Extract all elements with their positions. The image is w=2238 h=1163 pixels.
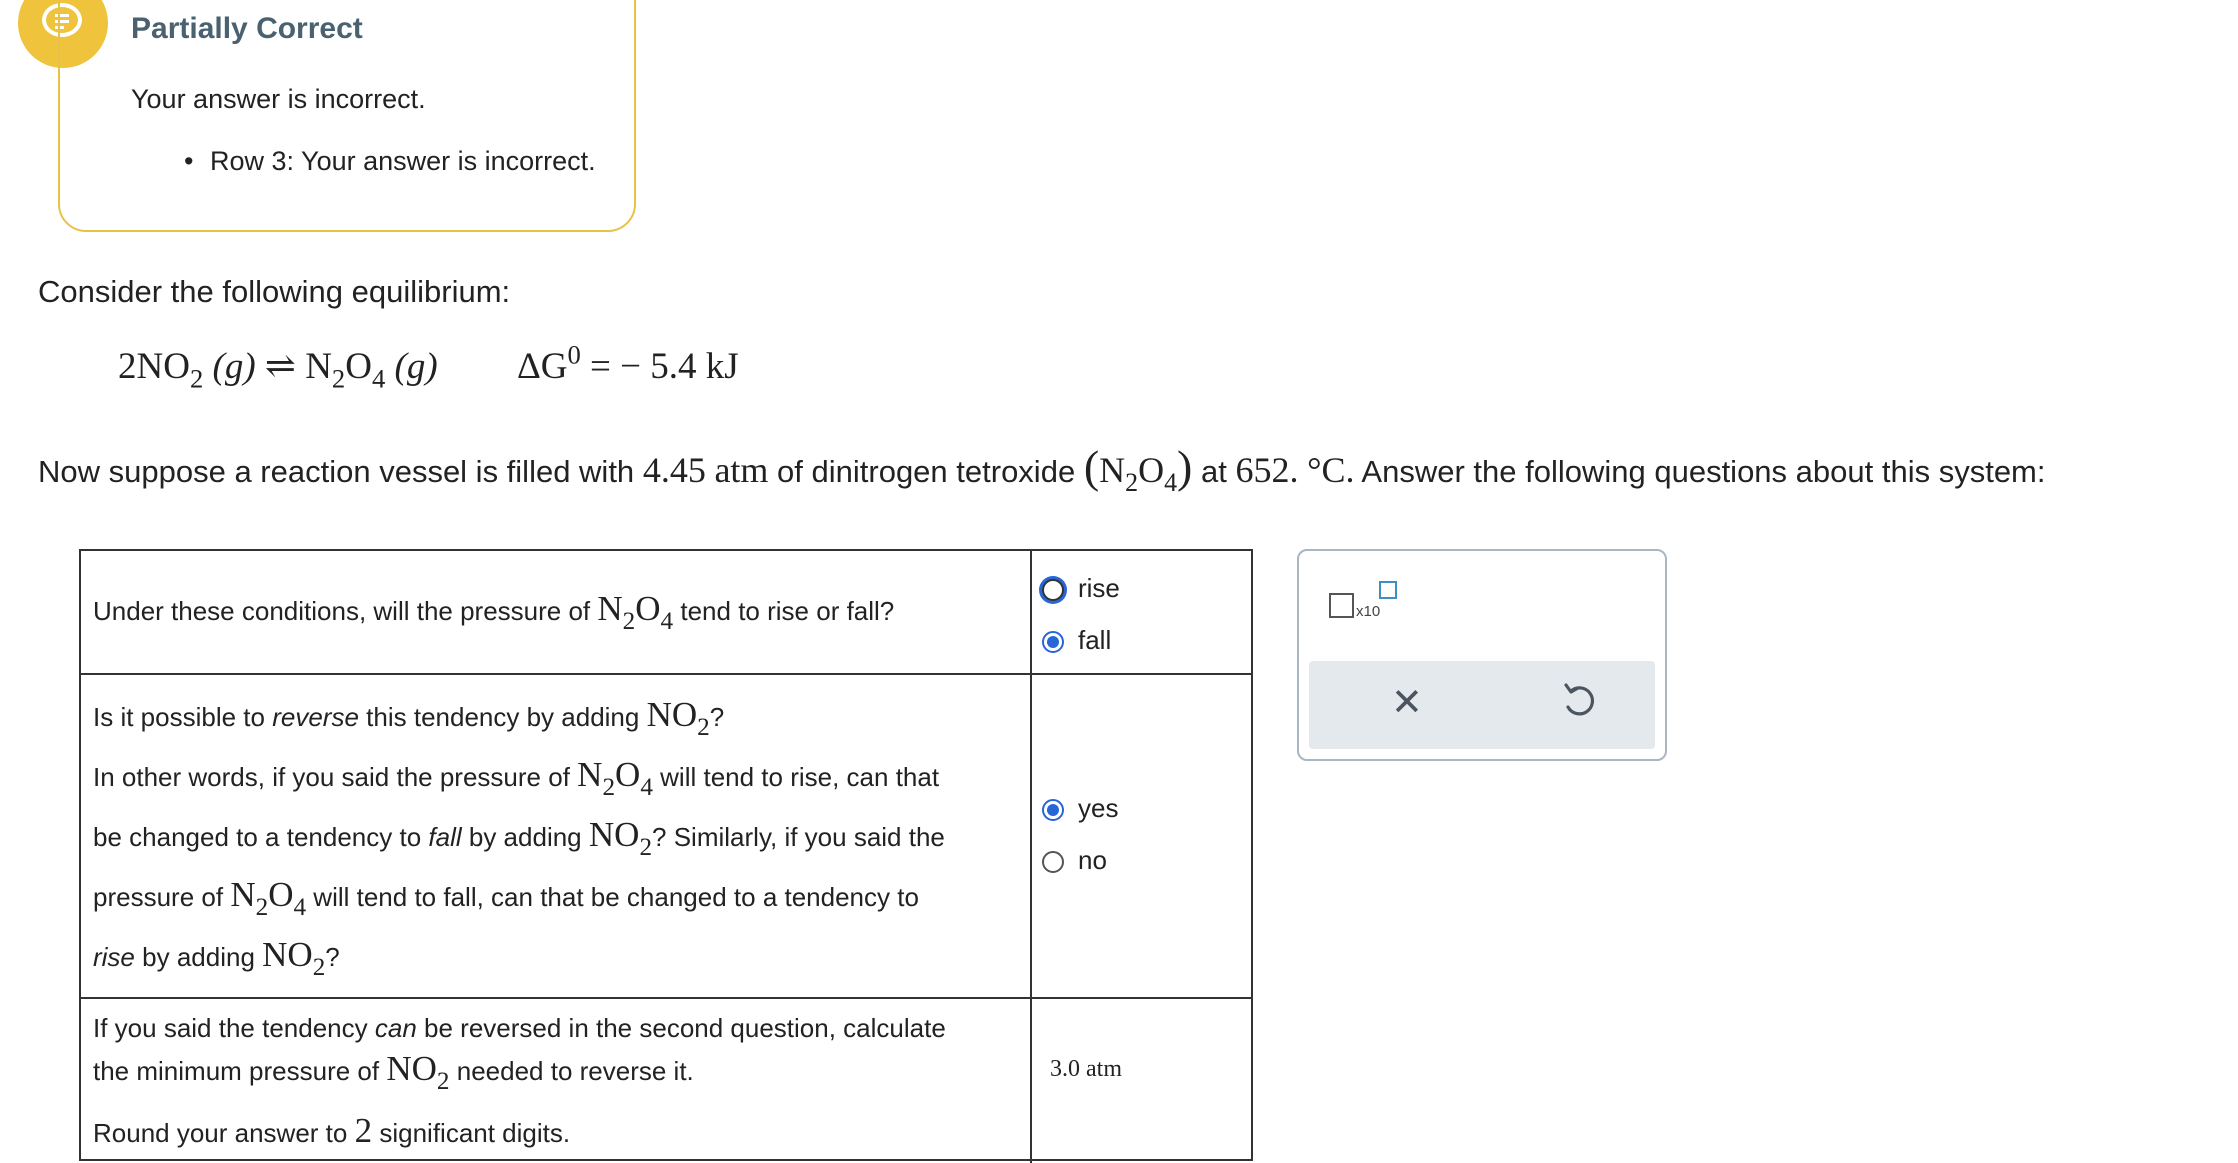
question-setup: Now suppose a reaction vessel is filled with 4.45 atm of dinitrogen tetroxide $(N_2O_4)$ at 652. °C. Answer the following questions about this system: — [38, 441, 2046, 498]
option-no[interactable]: no — [1042, 845, 1107, 876]
radio-rise[interactable] — [1042, 579, 1064, 601]
option-rise[interactable]: rise — [1042, 573, 1120, 604]
question-table — [79, 549, 1253, 1161]
tool-actions-bar — [1309, 661, 1655, 749]
row1-question: Under these conditions, will the pressure of $N_2O_4$ tend to rise or fall? — [93, 589, 895, 635]
option-yes[interactable]: yes — [1042, 793, 1118, 824]
row2-question: Is it possible to reverse this tendency by adding $NO_2$? In other words, if you said the pressure of $N_2O_4$ will tend to rise, can that be changed to a tendency to fall by adding $NO_2$? Similarly, if you said the pressure of $N_2O_4$ will tend to fall, can that be changed to a tendency to rise by adding $NO_2$? — [93, 695, 945, 981]
feedback-status: Partially Correct — [131, 12, 363, 45]
box-icon — [1329, 593, 1354, 618]
answer-field[interactable]: 3.0 atm — [1050, 1056, 1122, 1082]
scientific-notation-button[interactable]: x10 — [1329, 581, 1389, 621]
radio-fall[interactable] — [1042, 631, 1064, 653]
feedback-item: • Row 3: Your answer is incorrect. — [184, 146, 596, 177]
feedback-message: Your answer is incorrect. — [131, 84, 426, 114]
radio-yes[interactable] — [1042, 799, 1064, 821]
question-intro: Consider the following equilibrium: — [38, 274, 511, 309]
radio-no[interactable] — [1042, 851, 1064, 873]
close-icon[interactable]: ✕ — [1391, 682, 1423, 724]
table-row — [81, 551, 1251, 675]
undo-icon[interactable] — [1557, 679, 1601, 723]
option-fall[interactable]: fall — [1042, 625, 1111, 656]
row3-question: If you said the tendency can be reversed in the second question, calculate the minimum pressure of $NO_2$ needed to reverse it. Round your answer to 2 significant digits. — [93, 1013, 946, 1150]
equilibrium-equation: $2NO_2$ (g) ⇌ $N_2O_4$ (g) $\Delta G^0$ = − 5.4 kJ — [118, 339, 739, 394]
exponent-box-icon — [1379, 581, 1397, 599]
answer-tools-panel — [1297, 549, 1667, 761]
table-row — [81, 675, 1251, 999]
